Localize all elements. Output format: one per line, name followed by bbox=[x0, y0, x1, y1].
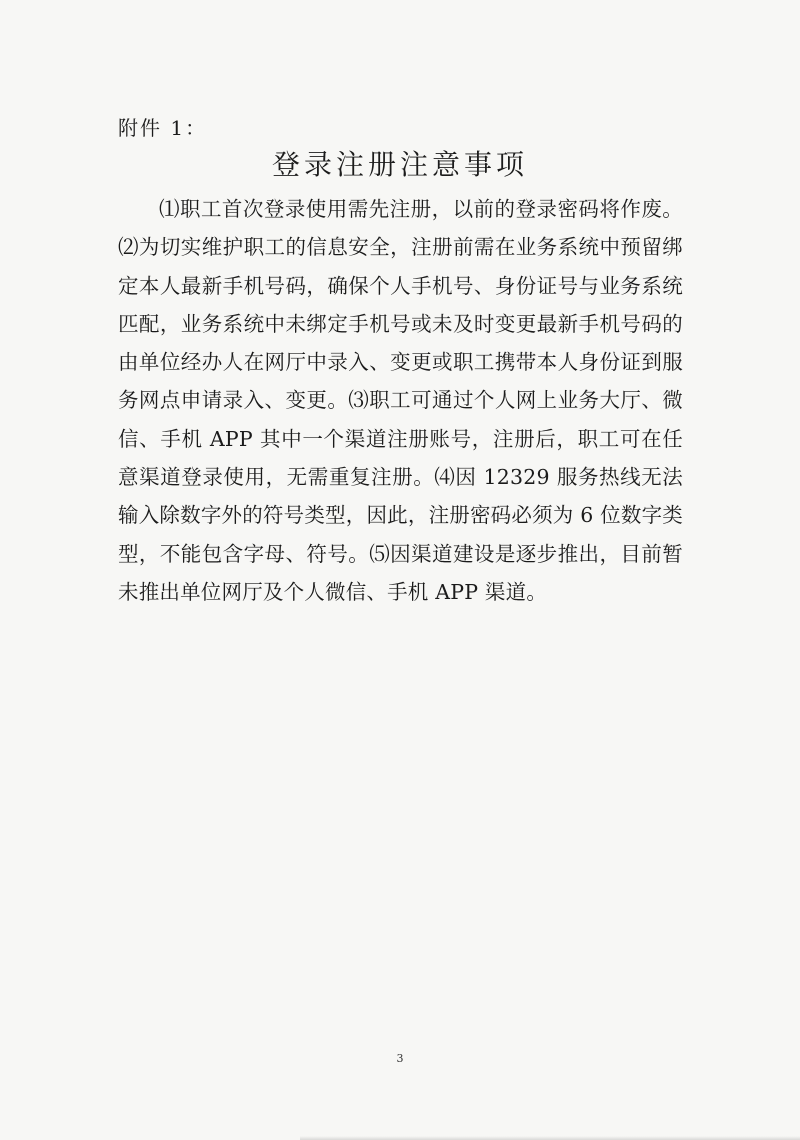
page-number: 3 bbox=[396, 1052, 404, 1065]
scan-edge-shadow bbox=[300, 1136, 800, 1140]
body-paragraph: ⑴职工首次登录使用需先注册，以前的登录密码将作废。⑵为切实维护职工的信息安全，注册前需在业务系统中预留绑定本人最新手机号码，确保个人手机号、身份证号与业务系统匹配，业务系统中未绑定手机号或未及时变更最新手机号码的由单位经办人在网厅中录入、变更或职工携带本人身份证到服务网点申请录入、变更。⑶职工可通过个人网上业务大厅、微信、手机 APP 其中一个渠道注册账号，注册后，职工可在任意渠道登录使用，无需重复注册。⑷因 12329 服务热线无法输入除数字外的符号类型，因此，注册密码必须为 6 位数字类型，不能包含字母、符号。⑸因渠道建设是逐步推出，目前暂未推出单位网厅及个人微信、手机 APP 渠道。 bbox=[118, 197, 683, 604]
attachment-label: 附件 1： bbox=[118, 116, 208, 140]
document-title: 登录注册注意事项 bbox=[271, 148, 528, 181]
